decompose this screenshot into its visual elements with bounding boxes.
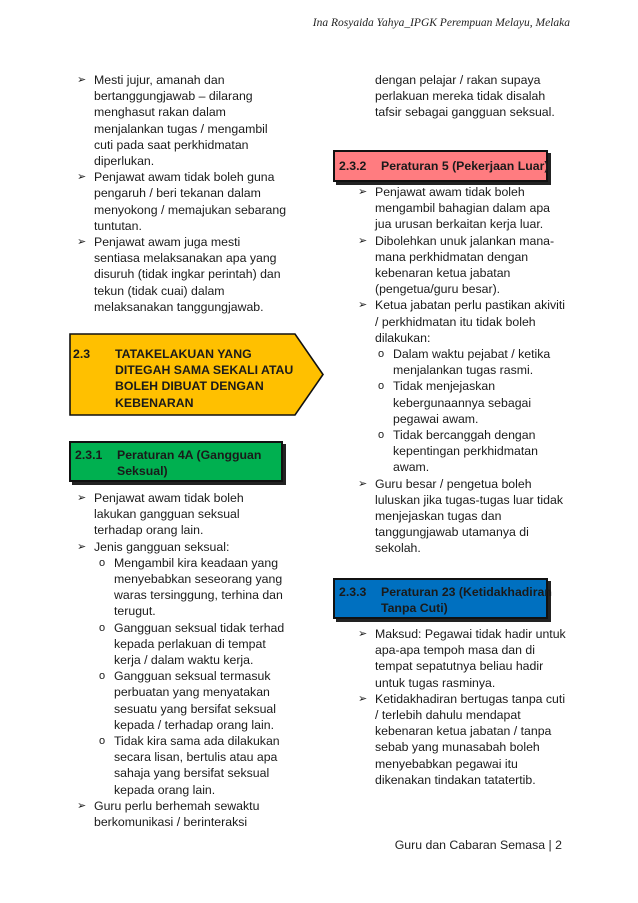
text-line: menjalankan tugas / mengambil [94, 121, 268, 136]
section-2-3-2-heading-box [333, 150, 548, 182]
list-item [68, 169, 318, 234]
text-line: tekun (tidak cuai) dalam [94, 283, 225, 298]
section-title [381, 158, 548, 174]
text-line: kebenaran ketua jabatan / tanpa [375, 724, 552, 739]
text-line: kepada orang lain. [114, 782, 216, 797]
arrow-bullet-icon: ➢ [358, 477, 368, 490]
arrow-bullet-icon: ➢ [77, 236, 87, 249]
text-line: tafsir sebagai gangguan seksual. [375, 105, 555, 120]
arrow-bullet-icon: ➢ [358, 186, 368, 198]
section-2-3-1-heading-box [69, 441, 283, 482]
circle-bullet-icon: o [99, 735, 106, 748]
text-line: mengambil bahagian dalam apa [375, 201, 551, 216]
text-line: menyokong / memajukan sebarang [94, 202, 287, 217]
arrow-bullet-icon: ➢ [358, 692, 368, 705]
text-line: diperlukan. [94, 154, 155, 169]
text-line: mana perkhidmatan dengan [375, 249, 529, 264]
text-line: menjalankan tugas rasmi. [393, 363, 534, 378]
arrow-bullet-icon: ➢ [77, 74, 87, 86]
circle-bullet-icon: o [99, 670, 106, 683]
section-2-3-heading-box [69, 333, 325, 416]
text-line: Mesti jujur, amanah dan [94, 73, 225, 87]
text-line: Tidak kira sama ada dilakukan [114, 734, 280, 749]
text-line: Dibolehkan unuk jalankan mana- [375, 233, 555, 248]
text-line: untuk tugas rasminya. [375, 675, 496, 690]
section-title [115, 346, 293, 411]
sub-list-item [68, 555, 318, 620]
title-line: KEBENARAN [115, 395, 194, 410]
text-line: Penjawat awam tidak boleh [375, 185, 525, 199]
text-line: disuruh (tidak ingkar perintah) dan [94, 267, 281, 282]
text-line: sesuatu yang bersifat seksual [114, 701, 277, 716]
text-line: lakukan gangguan seksual [94, 507, 240, 522]
title-line: BOLEH DIBUAT DENGAN [115, 379, 264, 394]
text-line: dikenakan tindakan tatatertib. [375, 772, 536, 787]
text-line: kebenaran ketua jabatan [375, 266, 511, 281]
text-line: menjejaskan tugas dan [375, 509, 502, 524]
arrow-bullet-icon: ➢ [77, 171, 87, 184]
sub-list-item [349, 427, 579, 476]
text-line: kerja / dalam waktu kerja. [114, 653, 254, 668]
text-line: Guru besar / pengetua boleh [375, 476, 532, 491]
circle-bullet-icon: o [99, 621, 106, 634]
title-line: Peraturan 5 (Pekerjaan Luar) [381, 159, 549, 173]
text-line: apa-apa tempoh masa dan di [375, 643, 535, 658]
text-line: menghasut rakan dalam [94, 105, 226, 120]
text-line: luluskan jika tugas-tugas luar tidak [375, 492, 563, 507]
section-2-3-3-content [349, 626, 579, 788]
list-item [349, 476, 579, 557]
text-line: Gangguan seksual termasuk [114, 669, 271, 684]
list-item [68, 539, 318, 555]
text-line: dilakukan: [375, 330, 431, 345]
text-line: waras tersinggung, terhina dan [114, 588, 283, 603]
text-line: secara lisan, bertulis atau apa [114, 750, 278, 765]
sub-list-item [349, 346, 579, 378]
section-title [381, 584, 552, 616]
text-line: pegawai awam. [393, 411, 479, 426]
text-line: awam. [393, 460, 430, 475]
text-line: Ketua jabatan perlu pastikan akiviti [375, 298, 566, 313]
list-item [68, 234, 318, 315]
title-line: Peraturan 4A (Gangguan [117, 448, 262, 462]
text-line: Mengambil kira keadaan yang [114, 555, 279, 570]
arrow-bullet-icon: ➢ [358, 628, 368, 640]
section-number: 2.3.3 [339, 585, 367, 599]
list-item [68, 490, 318, 539]
list-item [349, 184, 579, 233]
section-2-3-1-content [68, 490, 318, 830]
text-line: Jenis gangguan seksual: [94, 539, 230, 554]
running-header: Ina Rosyaida Yahya_IPGK Perempuan Melayu, Melaka [312, 17, 570, 29]
section-number: 2.3 [73, 347, 91, 361]
text-line: terugut. [114, 604, 156, 619]
list-item [349, 626, 579, 691]
circle-bullet-icon: o [378, 380, 385, 393]
title-line: Peraturan 23 (Ketidakhadiran [381, 585, 552, 599]
text-line: sahaja yang bersifat seksual [114, 766, 270, 781]
title-line: Seksual) [117, 464, 168, 479]
sub-list-item [349, 378, 579, 427]
text-line: Tidak bercanggah dengan [393, 428, 536, 443]
list-item [349, 297, 579, 346]
list-item [349, 233, 579, 298]
text-line: jua urusan berkaitan kerja luar. [375, 217, 544, 232]
text-line: terhadap orang lain. [94, 523, 204, 538]
text-line: Penjawat awam tidak boleh guna [94, 170, 275, 185]
list-item [68, 72, 318, 169]
text-line: cuti pada saat perkhidmatan [94, 137, 249, 152]
section-2-3-2-content [349, 184, 579, 557]
text-line: pengaruh / beri tekanan dalam [94, 186, 261, 201]
title-line: Tanpa Cuti) [381, 601, 448, 616]
circle-bullet-icon: o [99, 556, 106, 569]
text-line: / perkhidmatan itu tidak boleh [375, 314, 536, 329]
text-line: kepada perlakuan di tempat [114, 636, 266, 651]
text-line: menyebabkan seseorang yang [114, 572, 283, 587]
text-line: kepentingan perkhidmatan [393, 444, 538, 459]
sub-list-item [68, 620, 318, 669]
intro-bullet-list [68, 72, 318, 315]
sub-list-item [68, 733, 318, 798]
text-line: kebergunaannya sebagai [393, 395, 532, 410]
text-line: menyebabkan pegawai itu [375, 756, 518, 771]
arrow-bullet-icon: ➢ [77, 492, 87, 504]
arrow-bullet-icon: ➢ [77, 799, 87, 812]
text-line: Tidak menjejaskan [393, 379, 496, 394]
text-line: sebab yang munasabah boleh [375, 740, 540, 755]
text-line: bertanggungjawab – dilarang [94, 89, 253, 104]
text-line: Penjawat awam tidak boleh [94, 491, 244, 505]
text-line: Penjawat awam juga mesti [94, 235, 241, 250]
text-line: Dalam waktu pejabat / ketika [393, 347, 551, 362]
circle-bullet-icon: o [378, 348, 385, 361]
text-line: kepada / terhadap orang lain. [114, 717, 274, 732]
text-line: Maksud: Pegawai tidak hadir untuk [375, 627, 566, 641]
text-line: / terlebih dahulu mendapat [375, 708, 521, 723]
section-number: 2.3.2 [339, 159, 367, 173]
text-line: tempat sepatutnya beliau hadir [375, 659, 544, 674]
right-continuation [349, 72, 579, 121]
page-footer: Guru dan Cabaran Semasa | 2 [394, 838, 562, 852]
list-item [349, 691, 579, 788]
circle-bullet-icon: o [378, 429, 385, 442]
text-line: Guru perlu berhemah sewaktu [94, 798, 260, 813]
text-line: sentiasa melaksanakan apa yang [94, 251, 277, 266]
section-2-3-3-heading-box [333, 578, 552, 619]
text-line: melaksanakan tanggungjawab. [94, 299, 264, 314]
text-line: dengan pelajar / rakan supaya [375, 73, 541, 87]
text-line: perlakuan mereka tidak disalah [375, 89, 546, 104]
text-line: sekolah. [375, 541, 421, 556]
text-line: tanggungjawab utamanya di [375, 525, 529, 540]
title-line: DITEGAH SAMA SEKALI ATAU [115, 363, 294, 378]
text-line: Ketidakhadiran bertugas tanpa cuti [375, 691, 566, 706]
left-column [68, 72, 318, 315]
list-item [68, 798, 318, 830]
section-number: 2.3.1 [75, 448, 103, 462]
section-title [117, 447, 261, 479]
text-line: berkomunikasi / berinteraksi [94, 815, 248, 830]
title-line: TATAKELAKUAN YANG [115, 347, 252, 361]
text-line: (pengetua/guru besar). [375, 282, 501, 297]
text-line: tuntutan. [94, 218, 142, 233]
arrow-bullet-icon: ➢ [77, 540, 87, 553]
text-line: perbuatan yang menyatakan [114, 685, 270, 700]
arrow-bullet-icon: ➢ [358, 299, 368, 312]
sub-list-item [68, 668, 318, 733]
arrow-bullet-icon: ➢ [358, 234, 368, 247]
text-line: Gangguan seksual tidak terhad [114, 620, 285, 635]
